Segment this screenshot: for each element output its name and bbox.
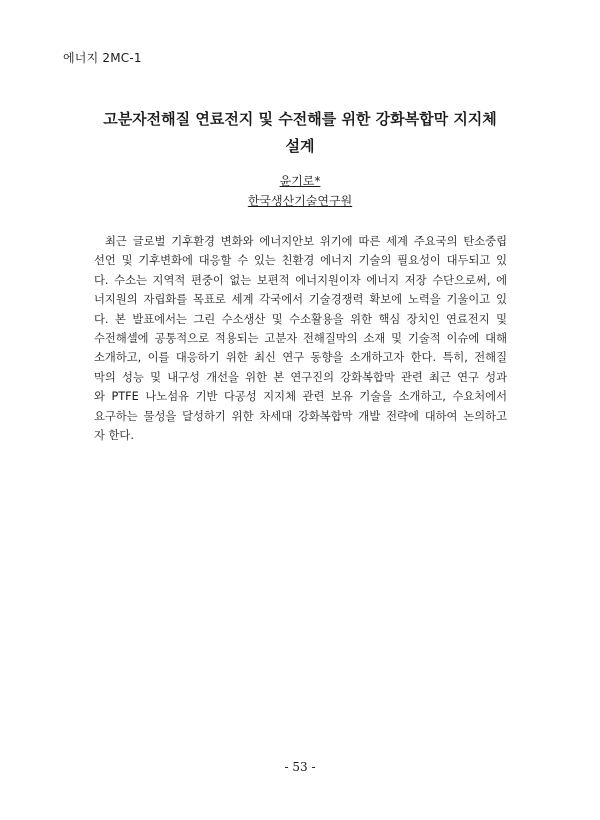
abstract-line: 막의 성능 및 내구성 개선을 위한 본 연구진의 강화복합막 관련 최근 연구 성과 (94, 370, 507, 384)
abstract-line: 와 PTFE 나노섬유 기반 다공성 지지체 관련 보유 기술을 소개하고, 수요처에서 (94, 390, 507, 404)
session-code: 에너지 2MC-1 (63, 51, 142, 65)
paper-title-line-1: 고분자전해질 연료전지 및 수전해를 위한 강화복합막 지지체 (103, 110, 497, 128)
abstract-line: 다. 수소는 지역적 편중이 없는 보편적 에너지원이자 에너지 저장 수단으로써, 에 (94, 273, 507, 287)
abstract-line: 최근 글로벌 기후환경 변화와 에너지안보 위기에 따른 세계 주요국의 탄소중립 (105, 235, 507, 248)
paper-title (70, 106, 530, 160)
abstract-line: 자 한다. (94, 429, 134, 443)
author-name: 윤기로* (279, 174, 321, 188)
abstract-line: 선언 및 기후변화에 대응할 수 있는 친환경 에너지 기술의 필요성이 대두되고 있 (94, 254, 507, 268)
page-number: - 53 - (284, 760, 316, 774)
abstract-line: 소개하고, 이를 대응하기 위한 최신 연구 동향을 소개하고자 한다. 특히, 전해질 (94, 351, 507, 365)
abstract-line: 너지원의 자립화를 목표로 세계 각국에서 기술경쟁력 확보에 노력을 기울이고 있 (94, 293, 507, 307)
abstract-line: 요구하는 물성을 달성하기 위한 차세대 강화복합막 개발 전략에 대하여 논의하고 (94, 409, 507, 423)
paper-title-line-2: 설계 (285, 137, 315, 155)
abstract-body (94, 232, 507, 445)
abstract-line: 다. 본 발표에서는 그린 수소생산 및 수소활용을 위한 핵심 장치인 연료전지 및 (94, 312, 507, 326)
author-affiliation: 한국생산기술연구원 (247, 194, 353, 208)
abstract-line: 수전해셀에 공통적으로 적용되는 고분자 전해질막의 소재 및 기술적 이슈에 대해 (94, 332, 507, 346)
